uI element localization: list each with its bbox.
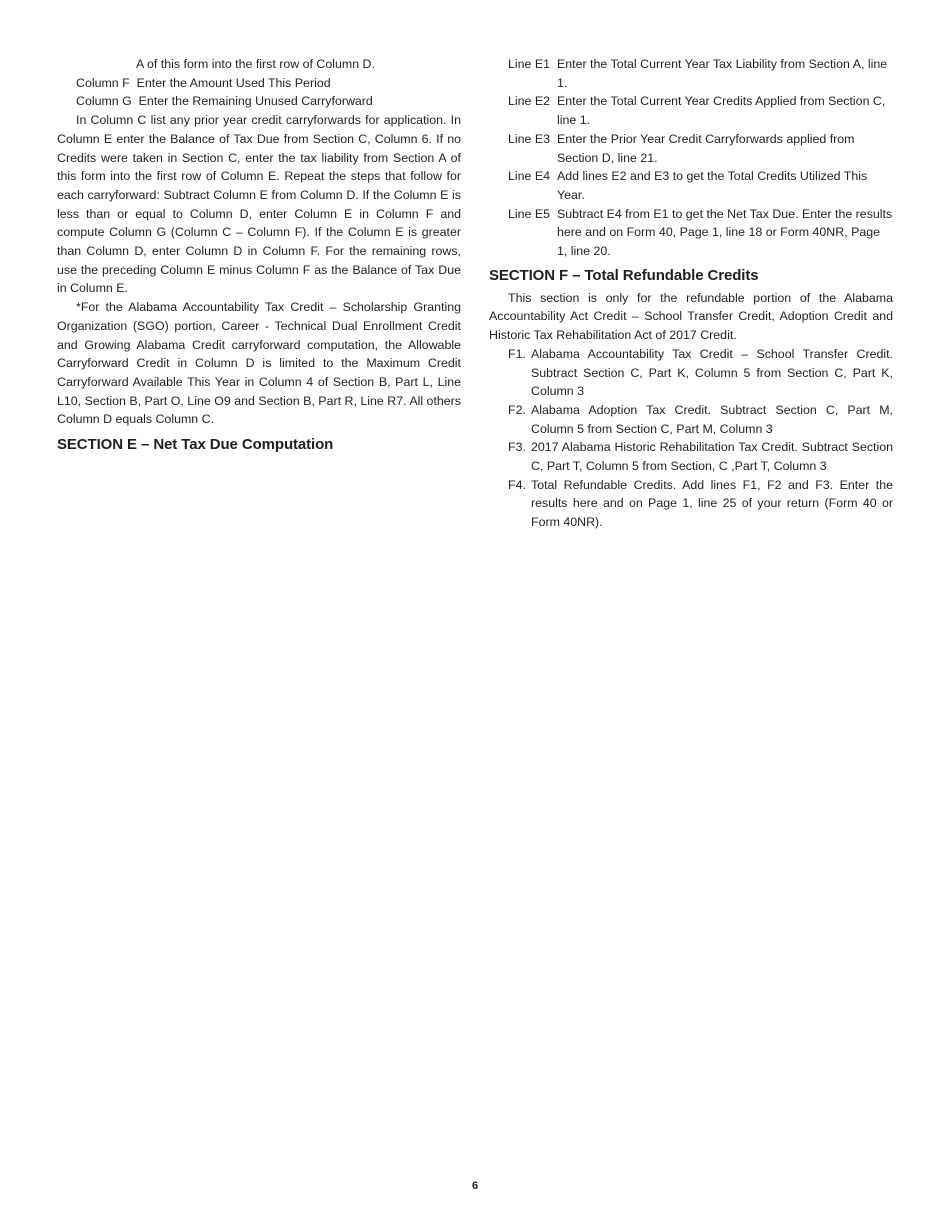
page-number: 6	[471, 1180, 479, 1192]
column-g-text: Enter the Remaining Unused Carryforward	[138, 94, 373, 109]
line-e3-item	[489, 130, 893, 167]
line-e2-text: Enter the Total Current Year Credits Applied from Section C, line 1.	[557, 94, 886, 128]
line-e3-text: Enter the Prior Year Credit Carryforwards applied from Section D, line 21.	[557, 131, 855, 165]
line-e4-label: Line E4	[508, 169, 551, 184]
f4-item	[489, 476, 893, 532]
f1-text: Alabama Accountability Tax Credit – School Transfer Credit. Subtract Section C, Part K, Column 5 from Section C, Part K, Column 3	[531, 346, 893, 399]
line-e5-text: Subtract E4 from E1 to get the Net Tax Due. Enter the results here and on Form 40, Page 1, line 18 or Form 40NR, Page 1, line 20.	[557, 206, 893, 259]
f3-label: F3.	[508, 440, 526, 455]
f3-item	[489, 438, 893, 475]
line-e5-item	[489, 205, 893, 261]
line-e3-label: Line E3	[508, 131, 551, 146]
f1-item	[489, 345, 893, 401]
line-e5-label: Line E5	[508, 206, 551, 221]
f2-text: Alabama Adoption Tax Credit. Subtract Section C, Part M, Column 5 from Section C, Part M, Column 3	[531, 402, 893, 436]
f4-text: Total Refundable Credits. Add lines F1, F2 and F3. Enter the results here and on Page 1, line 25 of your return (Form 40 or Form 40NR).	[531, 477, 893, 530]
line-e1-item	[489, 55, 893, 92]
f4-label: F4.	[508, 477, 526, 492]
sgo-footnote-paragraph: *For the Alabama Accountability Tax Credit – Scholarship Granting Organization (SGO) portion, Career - Technical Dual Enrollment Credit and Growing Alabama Credit carryforward computation, the Allowable Carryforward Credit in Column D is limited to the Maximum Credit Carryforward Available This Year in Column 4 of Section B, Part L, Line L10, Section B, Part O, Line O9 and Section B, Part R, Line R7. All others Column D equals Column C.	[57, 300, 461, 427]
column-d-continuation: A of this form into the first row of Column D.	[136, 57, 375, 71]
carryforward-instructions-paragraph: In Column C list any prior year credit carryforwards for application. In Column E enter the Balance of Tax Due from Section C, Column 6. If no Credits were taken in Section C, enter the tax liability from Section A of this form into the first row of Column E. Repeat the steps that follow for each carryforward: Subtract Column E from Column D. If the Column E is less than or equal to Column D, enter Column E in Column F and compute Column G (Column C – Column F). If the Column E is greater than Column D, enter Column D in Column F. For the remaining rows, use the preceding Column E minus Column F as the Balance of Tax Due in Column E.	[57, 113, 461, 296]
f1-label: F1.	[508, 346, 526, 361]
f2-item	[489, 401, 893, 438]
left-column	[57, 55, 461, 455]
section-e-heading: SECTION E – Net Tax Due Computation	[57, 436, 334, 454]
column-g-instruction	[57, 92, 461, 111]
column-f-instruction	[57, 74, 461, 93]
line-e2-item	[489, 92, 893, 129]
line-e1-label: Line E1	[508, 57, 551, 71]
line-e1-text: Enter the Total Current Year Tax Liability from Section A, line 1.	[557, 57, 888, 90]
right-column	[489, 55, 893, 532]
column-g-label: Column G	[76, 94, 132, 109]
f3-text: 2017 Alabama Historic Rehabilitation Tax Credit. Subtract Section C, Part T, Column 5 from Section, C ,Part T, Column 3	[531, 440, 893, 474]
section-f-heading: SECTION F – Total Refundable Credits	[489, 266, 759, 284]
line-e4-text: Add lines E2 and E3 to get the Total Credits Utilized This Year.	[557, 169, 868, 202]
line-e2-label: Line E2	[508, 94, 551, 109]
section-f-intro: This section is only for the refundable portion of the Alabama Accountability Act Credit – School Transfer Credit, Adoption Credit and Historic Tax Rehabilitation Act of 2017 Credit.	[489, 290, 893, 343]
column-f-label: Column F	[76, 75, 130, 90]
column-f-text: Enter the Amount Used This Period	[136, 75, 331, 90]
f2-label: F2.	[508, 402, 526, 417]
line-e4-item	[489, 167, 893, 204]
